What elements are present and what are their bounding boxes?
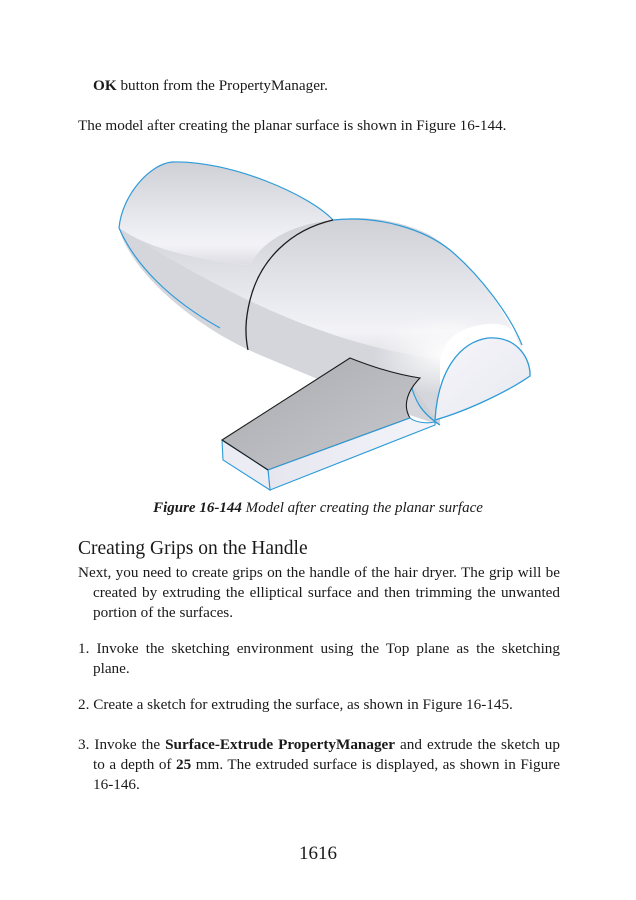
step-3-mid: and extrude the sketch up to a depth of: [93, 736, 560, 773]
step-3-bold-depth: 25: [176, 756, 192, 773]
intro-line-2: The model after creating the planar surface is shown in Figure 16-144.: [78, 117, 507, 134]
section-heading: Creating Grips on the Handle: [78, 538, 308, 559]
page-number: 1616: [299, 843, 337, 864]
step-3: [78, 735, 560, 795]
ok-label: OK: [93, 77, 117, 94]
hair-dryer-model-figure: [110, 150, 540, 495]
step-3-post: mm. The extruded surface is displayed, as shown in Figure 16-146.: [93, 756, 560, 793]
figure-caption: [0, 500, 636, 517]
figure-number: Figure 16-144: [153, 500, 242, 516]
intro-line-1: [93, 76, 575, 96]
step-3-pre: 3. Invoke the: [78, 736, 166, 753]
step-3-bold-manager: Surface-Extrude PropertyManager: [165, 736, 396, 753]
section-intro: Next, you need to create grips on the handle of the hair dryer. The grip will be created by extruding the elliptical surface and then trimming the unwanted portion of the surfaces.: [78, 564, 560, 621]
step-1: 1. Invoke the sketching environment using the Top plane as the sketching plane.: [78, 640, 560, 677]
step-2: 2. Create a sketch for extruding the surface, as shown in Figure 16-145.: [78, 696, 513, 713]
intro-line-1-text: button from the PropertyManager.: [116, 77, 328, 94]
figure-caption-text: Model after creating the planar surface: [241, 500, 483, 516]
